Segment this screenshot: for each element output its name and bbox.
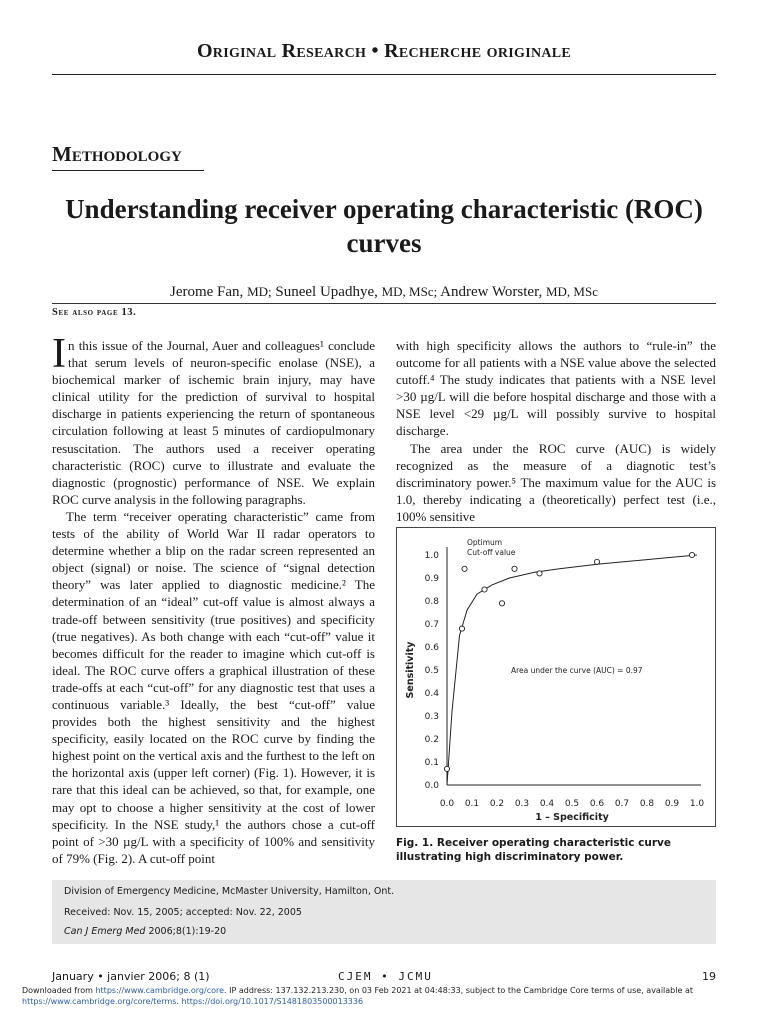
section-rule [52, 170, 204, 171]
y-tick-label: 0.8 [424, 597, 439, 607]
y-tick-label: 1.0 [424, 551, 439, 561]
y-tick-label: 0.6 [424, 643, 439, 653]
paragraph-1 [52, 331, 375, 508]
journal-section-header: Original Research • Recherche originale [196, 40, 572, 62]
paragraph-4: The area under the ROC curve (AUC) is widely recognized as the measure of a diagnotic test’s discriminatory power.⁵ The maximum value for the AUC is 1.0, thereby indicating a (theoretically) perfect test (i.e., 100% sensitive [396, 440, 716, 524]
paragraph-1-text: n this issue of the Journal, Auer and colleagues¹ conclude that serum levels of neuron-specific enolase (NSE), a biochemical marker of ischemic brain injury, may have clinical utility for the prediction of survival to hospital discharge in patients experiencing the return of spontaneous circulation following at least 5 minutes of cardiopulmonary resuscitation. The authors used a receiver operating characteristic (ROC) curve to illustrate and evaluate the diagnostic (prognostic) performance of NSE. We explain ROC curve analysis in the following paragraphs. [52, 338, 375, 507]
author-3-name: Andrew Worster, [440, 284, 543, 300]
footer-journal: CJEM • JCMU [338, 970, 433, 983]
header-rule [52, 74, 716, 75]
figure-1-frame [396, 527, 716, 827]
x-tick-label: 1.0 [689, 799, 705, 809]
x-axis-label: 1 – Specificity [535, 812, 609, 823]
section-label: Methodology [52, 142, 182, 166]
left-column [52, 331, 375, 867]
author-2-name: Suneel Upadhye, [275, 284, 378, 300]
paragraph-3: with high specificity allows the authors to “rule-in” the outcome for all patients with a NSE value above the selected cutoff.⁴ The study indicates that patients with a NSE level >30 µg/L will die before hospital discharge and those with a NSE level <29 µg/L will possibly survive to hospital discharge. [396, 338, 716, 439]
author-1-degree: MD; [247, 284, 272, 299]
optimum-annotation-line2: Cut-off value [467, 548, 516, 557]
data-point [499, 601, 504, 606]
roc-chart [397, 528, 715, 826]
optimum-annotation-line1: Optimum [467, 538, 503, 547]
see-also-note: See also page 13. [52, 307, 137, 318]
data-point [459, 626, 464, 631]
auc-annotation: Area under the curve (AUC) = 0.97 [511, 666, 643, 675]
y-tick-label: 0.3 [424, 712, 439, 722]
x-tick-label: 0.3 [514, 799, 530, 809]
x-tick-label: 0.4 [539, 799, 555, 809]
x-tick-label: 0.7 [614, 799, 630, 809]
citation [64, 926, 226, 937]
data-point [594, 559, 599, 564]
author-3-degree: MD, MSc [545, 284, 598, 299]
right-column [396, 337, 716, 525]
y-tick-label: 0.9 [424, 574, 439, 584]
x-tick-label: 0.6 [589, 799, 605, 809]
y-tick-label: 0.0 [424, 781, 439, 791]
y-tick-label: 0.4 [424, 689, 439, 699]
doi-link[interactable]: https://doi.org/10.1017/S1481803500013336 [181, 997, 364, 1006]
see-also-rule [52, 303, 716, 304]
y-tick-label: 0.7 [424, 620, 439, 630]
author-2-degree: MD, MSc; [381, 284, 438, 299]
x-tick-label: 0.8 [639, 799, 655, 809]
footer-date: January • janvier 2006; 8 (1) [52, 970, 210, 983]
drop-cap: I [52, 331, 66, 377]
cambridge-core-link[interactable]: https://www.cambridge.org/core [95, 986, 225, 995]
paragraph-2: The term “receiver operating characteristic” came from tests of the ability of World War II radar operators to determine whether a blip on the radar screen represented an object (signal) or noise. The science of “signal detection theory” was later applied to diagnostic medicine.² The determination of an “ideal” cut-off value is almost always a trade-off between sensitivity (true positives) and specificity (true negatives). As both change with each “cut-off” value it becomes difficult for the reader to imagine which cut-off is ideal. The ROC curve offers a graphical illustration of these trade-offs at each “cut-off” for any diagnostic test that uses a continuous variable.³ Ideally, the best “cut-off” value provides both the highest sensitivity and the highest specificity, easily located on the ROC curve by finding the highest point on the vertical axis and the furthest to the left on the horizontal axis (upper left corner) (Fig. 1). However, it is rare that this ideal can be achieved, so that, for example, one may opt to choose a higher sensitivity at the cost of lower specificity. In the NSE study,¹ the authors chose a cut-off point of >30 µg/L with a specificity of 100% and sensitivity of 79% (Fig. 2). A cut-off point [52, 508, 375, 866]
x-tick-label: 0.0 [439, 799, 455, 809]
author-1-name: Jerome Fan, [169, 284, 244, 300]
figure-caption: Fig. 1. Receiver operating characteristic curve illustrating high discriminatory power. [396, 837, 671, 863]
download-prefix: Downloaded from [22, 986, 96, 995]
citation-details: 2006;8(1):19-20 [145, 926, 227, 937]
download-middle: . IP address: 137.132.213.230, on 03 Feb 2021 at 04:48:33, subject to the Cambridge Core terms of use, available at [224, 986, 693, 995]
page-number: 19 [702, 970, 716, 983]
citation-journal: Can J Emerg Med [64, 926, 146, 937]
received-dates: Received: Nov. 15, 2005; accepted: Nov. 22, 2005 [64, 907, 302, 918]
data-point [482, 587, 487, 592]
data-point [512, 566, 517, 571]
terms-link[interactable]: https://www.cambridge.org/core/terms [22, 997, 177, 1006]
x-tick-label: 0.5 [564, 799, 580, 809]
data-point [462, 566, 467, 571]
download-notice [22, 985, 752, 1007]
y-tick-label: 0.5 [424, 666, 439, 676]
y-tick-label: 0.2 [424, 735, 439, 745]
x-tick-label: 0.2 [489, 799, 505, 809]
y-tick-label: 0.1 [424, 758, 439, 768]
x-tick-label: 0.9 [664, 799, 680, 809]
y-axis-label: Sensitivity [405, 641, 416, 699]
data-point [689, 552, 694, 557]
affiliation: Division of Emergency Medicine, McMaster University, Hamilton, Ont. [64, 886, 395, 897]
article-title: Understanding receiver operating characteristic (ROC) curves [65, 194, 703, 258]
data-point [537, 571, 542, 576]
x-tick-label: 0.1 [464, 799, 480, 809]
data-point [444, 766, 449, 771]
download-sep: . [176, 997, 182, 1006]
author-list [0, 284, 768, 301]
